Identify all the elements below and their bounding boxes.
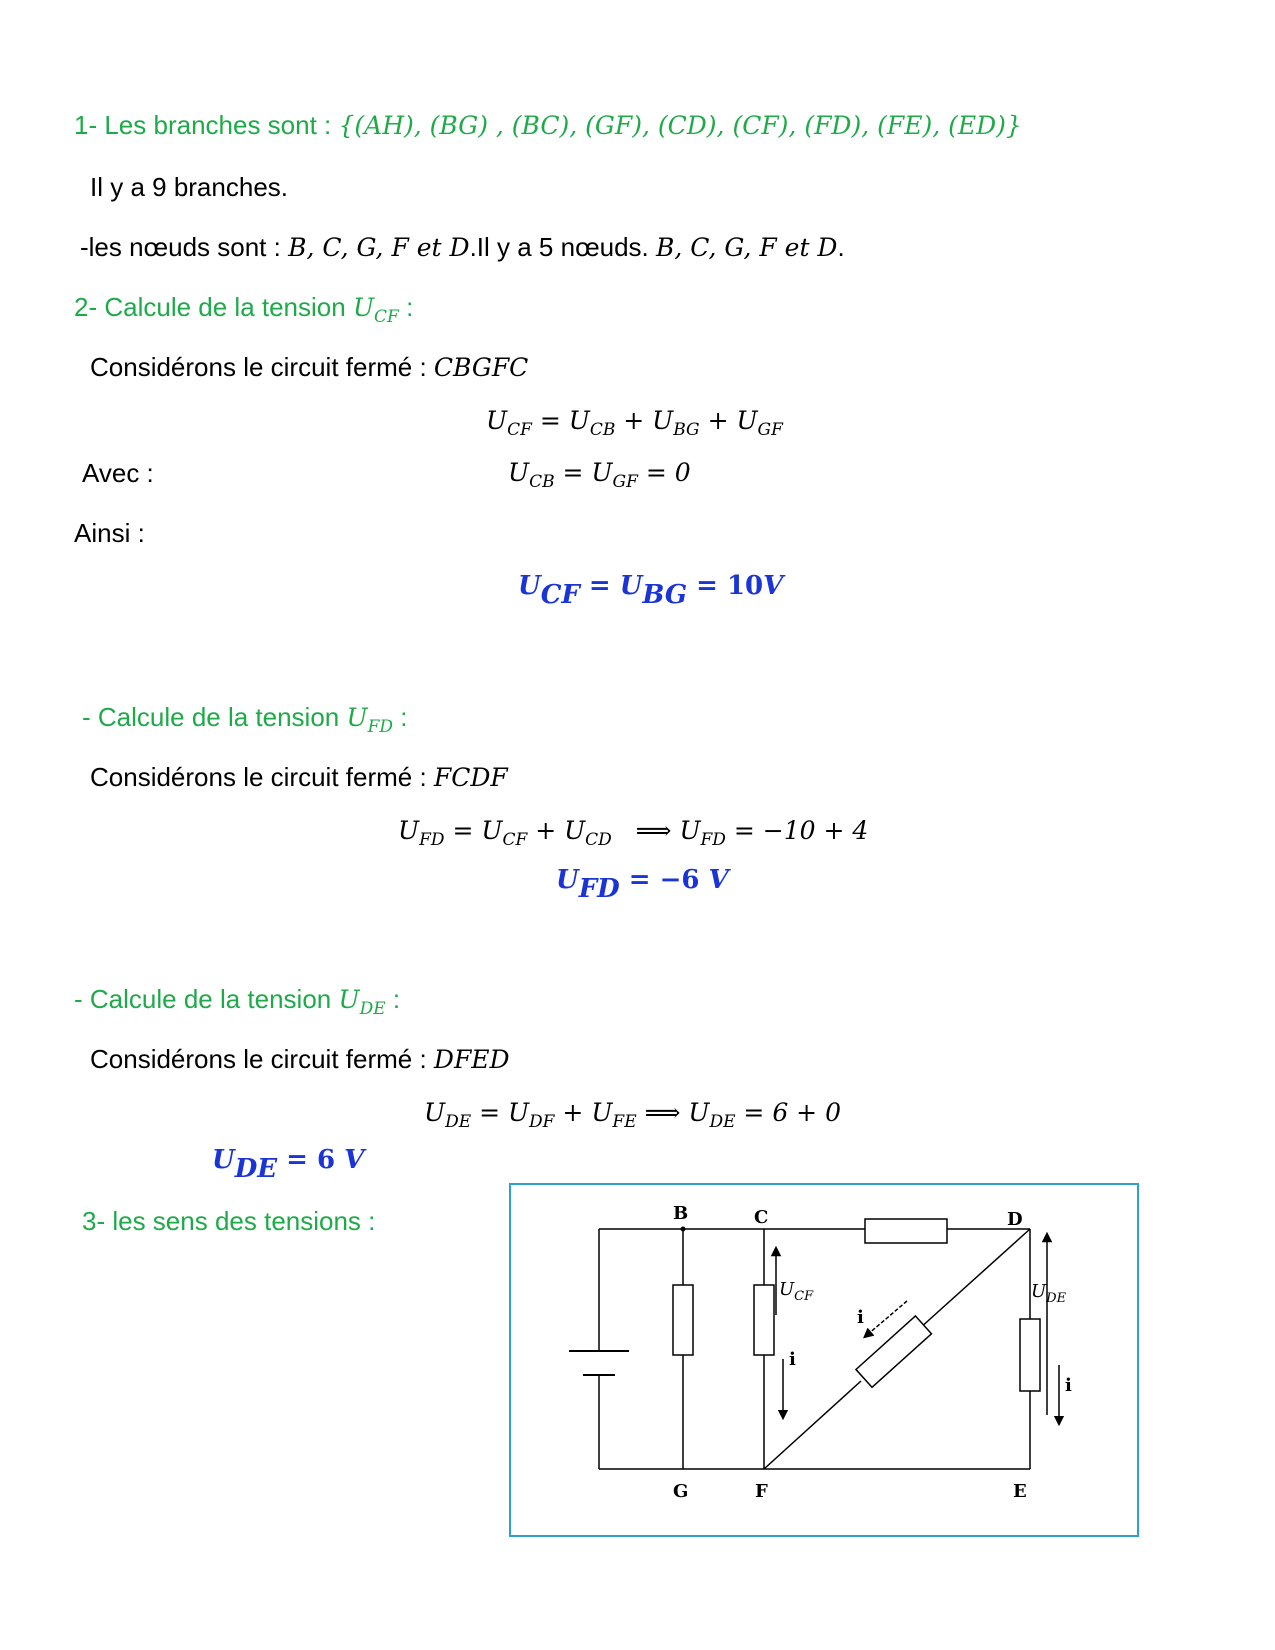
result-term: U bbox=[518, 571, 541, 601]
eq-sub: CB bbox=[589, 419, 616, 440]
q2-heading bbox=[74, 292, 414, 327]
q4-equation bbox=[424, 1098, 841, 1132]
q1-title: 1- Les branches sont : bbox=[74, 110, 339, 140]
q4-circuit-label: Considérons le circuit fermé : bbox=[90, 1044, 434, 1074]
label-i-de: i bbox=[1065, 1375, 1072, 1396]
q3-circuit-label: Considérons le circuit fermé : bbox=[90, 762, 434, 792]
nodes-prefix: -les nœuds sont : bbox=[80, 232, 289, 262]
result-value: 10 bbox=[726, 571, 764, 601]
label-u-de bbox=[1031, 1281, 1067, 1306]
node-label-b: B bbox=[673, 1203, 689, 1224]
q4-var: U bbox=[338, 985, 360, 1014]
eq-term: ⟹ U bbox=[611, 816, 701, 845]
q2-circuit-label: Considérons le circuit fermé : bbox=[90, 352, 434, 382]
avec-label: Avec : bbox=[82, 458, 154, 488]
eq-term: U bbox=[424, 1098, 446, 1127]
eq-term: = U bbox=[471, 1098, 530, 1127]
eq-term: U bbox=[508, 458, 530, 487]
q4-circuit-line bbox=[90, 1046, 510, 1072]
eq-term: U bbox=[398, 816, 420, 845]
eq-sub: CF bbox=[502, 829, 528, 850]
result-sub: CF bbox=[540, 580, 580, 611]
eq-term: + U bbox=[554, 1098, 613, 1127]
q3-heading bbox=[82, 702, 408, 737]
q4-title: - Calcule de la tension bbox=[74, 984, 339, 1014]
result-value: 6 bbox=[316, 1145, 345, 1175]
eq-sub: BG bbox=[673, 419, 700, 440]
result-unit: V bbox=[344, 1145, 365, 1175]
result-value: −6 bbox=[659, 865, 709, 895]
result-term: = U bbox=[579, 571, 643, 601]
q2-equation-1 bbox=[486, 406, 783, 440]
eq-sub: CD bbox=[585, 829, 612, 850]
result-term: = bbox=[687, 571, 727, 601]
q2-title-end: : bbox=[398, 292, 414, 322]
q5-heading: 3- les sens des tensions : bbox=[82, 1206, 376, 1236]
eq-term: = U bbox=[444, 816, 503, 845]
eq-sub: GF bbox=[757, 419, 783, 440]
label-i-fd: i bbox=[857, 1307, 864, 1328]
nodes-math: B, C, G, F et D bbox=[288, 233, 470, 262]
node-label-f: F bbox=[755, 1481, 768, 1502]
resistor-bg bbox=[673, 1285, 693, 1355]
result-sub: DE bbox=[234, 1154, 278, 1185]
q3-circuit-line bbox=[90, 764, 508, 790]
q3-title: - Calcule de la tension bbox=[82, 702, 347, 732]
wire-fd-lower bbox=[764, 1381, 861, 1469]
nodes-math-2: B, C, G, F et D bbox=[655, 233, 838, 262]
eq-sub: GF bbox=[612, 471, 638, 492]
label-i-cf: i bbox=[789, 1349, 796, 1370]
node-label-c: C bbox=[754, 1207, 769, 1228]
q3-circuit-name: FCDF bbox=[433, 763, 508, 792]
eq-sub: DF bbox=[529, 1111, 555, 1132]
q1-heading bbox=[74, 112, 1022, 138]
q4-result bbox=[212, 1145, 365, 1185]
node-label-e: E bbox=[1013, 1481, 1027, 1502]
eq-term: ⟹ U bbox=[636, 1098, 710, 1127]
eq-sub: DE bbox=[709, 1111, 736, 1132]
node-dot-b bbox=[681, 1227, 686, 1232]
resistor-cd bbox=[865, 1219, 947, 1243]
q2-title: 2- Calcule de la tension bbox=[74, 292, 353, 322]
label-u-cf-var: U bbox=[779, 1279, 795, 1300]
eq-term: + U bbox=[527, 816, 586, 845]
branch-count: Il y a 9 branches. bbox=[90, 172, 288, 202]
result-term: = bbox=[277, 1145, 317, 1175]
ainsi-label: Ainsi : bbox=[74, 518, 145, 548]
q2-result bbox=[518, 571, 784, 611]
q2-circuit-name: CBGFC bbox=[433, 353, 529, 382]
result-sub: FD bbox=[578, 874, 620, 905]
eq-term: + U bbox=[615, 406, 674, 435]
q4-title-end: : bbox=[385, 984, 401, 1014]
result-term: U bbox=[212, 1145, 235, 1175]
eq-term: = U bbox=[531, 406, 590, 435]
circuit-svg bbox=[511, 1185, 1141, 1539]
eq-term: = 6 + 0 bbox=[735, 1098, 841, 1127]
label-u-cf bbox=[779, 1279, 814, 1304]
eq-sub: FE bbox=[612, 1111, 637, 1132]
q2-var: U bbox=[352, 293, 375, 322]
eq-term: U bbox=[486, 406, 508, 435]
circuit-diagram bbox=[509, 1183, 1139, 1537]
result-sub: BG bbox=[642, 580, 688, 611]
nodes-end: . bbox=[837, 232, 845, 262]
resistor-de bbox=[1020, 1319, 1040, 1391]
label-u-de-var: U bbox=[1031, 1281, 1047, 1302]
result-unit: V bbox=[708, 865, 729, 895]
eq-sub: CB bbox=[529, 471, 555, 492]
q4-sub: DE bbox=[359, 998, 386, 1019]
label-u-de-sub: DE bbox=[1046, 1291, 1067, 1306]
resistor-cf bbox=[754, 1285, 774, 1355]
node-label-d: D bbox=[1007, 1209, 1023, 1230]
branch-list: {(AH), (BG) , (BC), (GF), (CD), (CF), (FD), (FE), (ED)} bbox=[338, 111, 1022, 140]
q3-var: U bbox=[346, 703, 368, 732]
result-term: = bbox=[619, 865, 660, 895]
eq-term: = 0 bbox=[637, 458, 691, 487]
result-term: U bbox=[556, 865, 579, 895]
nodes-middle: .Il y a 5 nœuds. bbox=[469, 232, 656, 262]
resistor-fd bbox=[856, 1316, 932, 1387]
q4-circuit-name: DFED bbox=[433, 1045, 510, 1074]
q3-title-end: : bbox=[393, 702, 408, 732]
q2-circuit-line bbox=[90, 354, 528, 380]
nodes-line bbox=[80, 234, 845, 260]
eq-sub: CF bbox=[507, 419, 532, 440]
q2-sub: CF bbox=[374, 306, 399, 327]
eq-term: = U bbox=[554, 458, 613, 487]
q3-equation bbox=[398, 816, 869, 850]
result-unit: V bbox=[763, 571, 784, 601]
eq-sub: FD bbox=[700, 829, 726, 850]
eq-sub: DE bbox=[445, 1111, 472, 1132]
q3-sub: FD bbox=[367, 716, 393, 737]
eq-term: = −10 + 4 bbox=[725, 816, 869, 845]
q3-result bbox=[556, 865, 729, 905]
eq-sub: FD bbox=[419, 829, 445, 850]
node-label-g: G bbox=[673, 1481, 689, 1502]
eq-term: + U bbox=[699, 406, 758, 435]
wire-fd-upper bbox=[919, 1229, 1030, 1329]
label-u-cf-sub: CF bbox=[794, 1289, 814, 1304]
q4-heading bbox=[74, 984, 401, 1019]
q2-equation-2 bbox=[508, 458, 691, 492]
